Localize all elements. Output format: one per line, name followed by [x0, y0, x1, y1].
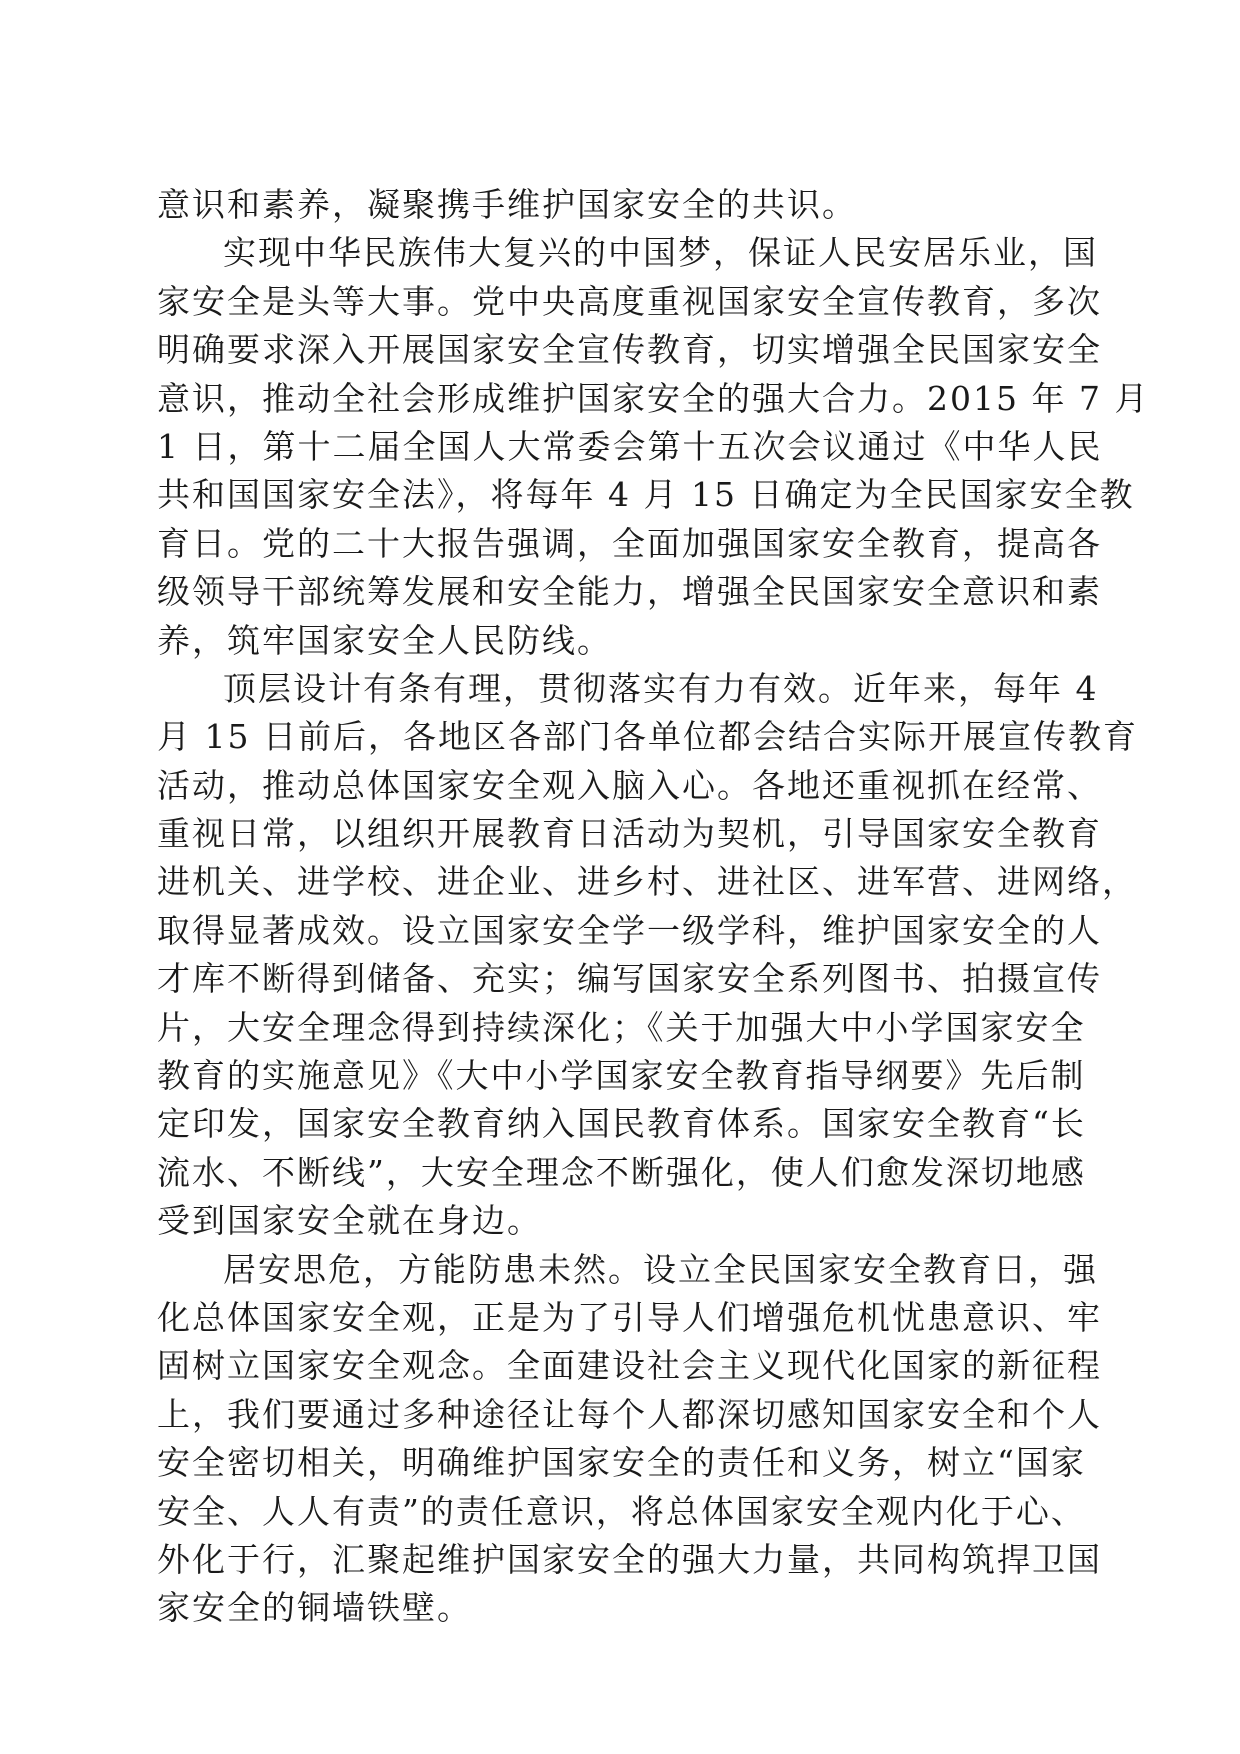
paragraph-line: 安全、人人有责”的责任意识，将总体国家安全观内化于心、 [157, 1491, 1086, 1531]
paragraph-line: 取得显著成效。设立国家安全学一级学科，维护国家安全的人 [157, 910, 1102, 950]
paragraph-line: 进机关、进学校、进企业、进乡村、进社区、进军营、进网络， [157, 862, 1137, 902]
paragraph [157, 1246, 1102, 1633]
paragraph-line: 片，大安全理念得到持续深化；《关于加强大中小学国家安全 [157, 1007, 1086, 1047]
paragraph-line: 级领导干部统筹发展和安全能力，增强全民国家安全意识和素 [157, 572, 1102, 612]
paragraph-line: 意识和素养，凝聚携手维护国家安全的共识。 [157, 185, 857, 224]
paragraph-line: 流水、不断线”，大安全理念不断强化，使人们愈发深切地感 [157, 1152, 1086, 1192]
paragraph-line: 固树立国家安全观念。全面建设社会主义现代化国家的新征程 [157, 1346, 1102, 1386]
paragraph [157, 229, 1150, 665]
paragraph-line: 教育的实施意见》《大中小学国家安全教育指导纲要》先后制 [157, 1056, 1086, 1096]
paragraph-line: 1 日，第十二届全国人大常委会第十五次会议通过《中华人民 [157, 426, 1103, 466]
paragraph-line: 化总体国家安全观，正是为了引导人们增强危机忧患意识、牢 [157, 1297, 1102, 1337]
paragraph-line: 才库不断得到储备、充实；编写国家安全系列图书、拍摄宣传 [157, 959, 1102, 999]
paragraph-line: 育日。党的二十大报告强调，全面加强国家安全教育，提高各 [157, 523, 1102, 563]
paragraph-line: 实现中华民族伟大复兴的中国梦，保证人民安居乐业，国 [223, 233, 1098, 273]
paragraph-line: 明确要求深入开展国家安全宣传教育，切实增强全民国家安全 [157, 330, 1102, 370]
paragraph-line: 意识，推动全社会形成维护国家安全的强大合力。2015 年 7 月 [157, 378, 1150, 418]
paragraph-line: 家安全的铜墙铁壁。 [157, 1588, 472, 1628]
paragraph-line: 重视日常，以组织开展教育日活动为契机，引导国家安全教育 [157, 814, 1102, 854]
paragraph-line: 家安全是头等大事。党中央高度重视国家安全宣传教育，多次 [157, 281, 1102, 321]
paragraph-line: 安全密切相关，明确维护国家安全的责任和义务，树立“国家 [157, 1443, 1086, 1483]
paragraph [157, 665, 1138, 1246]
paragraph-line: 外化于行，汇聚起维护国家安全的强大力量，共同构筑捍卫国 [157, 1539, 1102, 1579]
paragraph-line: 共和国国家安全法》，将每年 4 月 15 日确定为全民国家安全教 [157, 475, 1135, 515]
paragraph-line: 月 15 日前后，各地区各部门各单位都会结合实际开展宣传教育 [157, 717, 1138, 757]
document-body [157, 181, 1150, 1633]
paragraph-line: 养，筑牢国家安全人民防线。 [157, 620, 612, 660]
paragraph [157, 181, 1083, 229]
paragraph-line: 上，我们要通过多种途径让每个人都深切感知国家安全和个人 [157, 1394, 1102, 1434]
paragraph-line: 定印发，国家安全教育纳入国民教育体系。国家安全教育“长 [157, 1104, 1086, 1144]
paragraph-line: 顶层设计有条有理，贯彻落实有力有效。近年来，每年 4 [223, 668, 1099, 708]
paragraph-line: 受到国家安全就在身边。 [157, 1201, 542, 1241]
paragraph-line: 活动，推动总体国家安全观入脑入心。各地还重视抓在经常、 [157, 765, 1102, 805]
paragraph-line: 居安思危，方能防患未然。设立全民国家安全教育日，强 [223, 1249, 1098, 1289]
